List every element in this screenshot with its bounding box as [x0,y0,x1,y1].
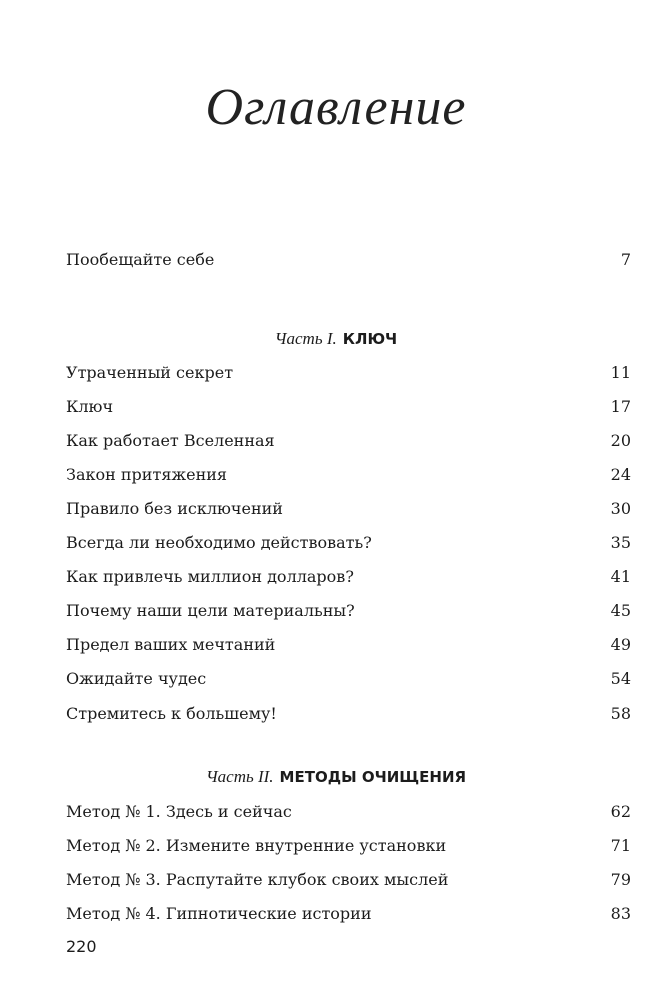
toc-entry-label: Ожидайте чудес [66,669,207,688]
toc-entry [66,802,631,822]
part-name: КЛЮЧ [342,330,398,348]
part-heading [0,767,672,787]
toc-entry-page: 83 [610,904,631,923]
toc-entry-label: Стремитесь к большему! [66,704,277,723]
toc-entry-page: 49 [610,635,631,654]
toc-entry-label: Всегда ли необходимо действовать? [66,533,372,552]
toc-entry-page: 35 [610,533,631,552]
toc-entry-label: Почему наши цели материальны? [66,601,355,620]
toc-entry-page: 71 [610,836,631,855]
toc-entry-page: 41 [610,567,631,586]
toc-entry-label: Как привлечь миллион долларов? [66,567,354,586]
toc-entry-page: 79 [610,870,631,889]
toc-entry-page: 11 [610,363,631,382]
part-label: Часть II. [205,767,274,786]
toc-entry [66,250,631,270]
toc-entry [66,397,631,417]
toc-entry-page: 7 [620,250,631,269]
toc-entry-page: 24 [610,465,631,484]
toc-entry-page: 54 [610,669,631,688]
toc-entry [66,363,631,383]
toc-entry [66,635,631,655]
toc-entry [66,704,631,724]
toc-entry [66,904,631,924]
toc-entry-label: Ключ [66,397,114,416]
toc-entry-label: Утраченный секрет [66,363,234,382]
toc-entry [66,669,631,689]
part-label: Часть I. [274,329,337,348]
toc-entry [66,601,631,621]
toc-entry-page: 30 [610,499,631,518]
toc-entry [66,465,631,485]
toc-entry [66,870,631,890]
toc-entry [66,499,631,519]
toc-entry-page: 20 [610,431,631,450]
toc-entry-label: Как работает Вселенная [66,431,275,450]
part-name: МЕТОДЫ ОЧИЩЕНИЯ [279,768,467,786]
toc-entry-label: Метод № 1. Здесь и сейчас [66,802,292,821]
toc-entry-label: Метод № 3. Распутайте клубок своих мыслей [66,870,449,889]
toc-entry [66,567,631,587]
toc-entry-label: Пообещайте себе [66,250,215,269]
toc-entry [66,533,631,553]
toc-entry-page: 62 [610,802,631,821]
toc-entry-label: Метод № 4. Гипнотические истории [66,904,372,923]
toc-entry-label: Правило без исключений [66,499,283,518]
page-title: Оглавление [205,79,467,136]
page-number: 220 [66,937,97,956]
toc-entry-page: 45 [610,601,631,620]
toc-entry-page: 17 [610,397,631,416]
toc-entry-label: Метод № 2. Измените внутренние установки [66,836,447,855]
toc-entry [66,431,631,451]
toc-entry-label: Закон притяжения [66,465,228,484]
toc-entry [66,836,631,856]
toc-entry-page: 58 [610,704,631,723]
part-heading [0,329,672,349]
toc-entry-label: Предел ваших мечтаний [66,635,276,654]
